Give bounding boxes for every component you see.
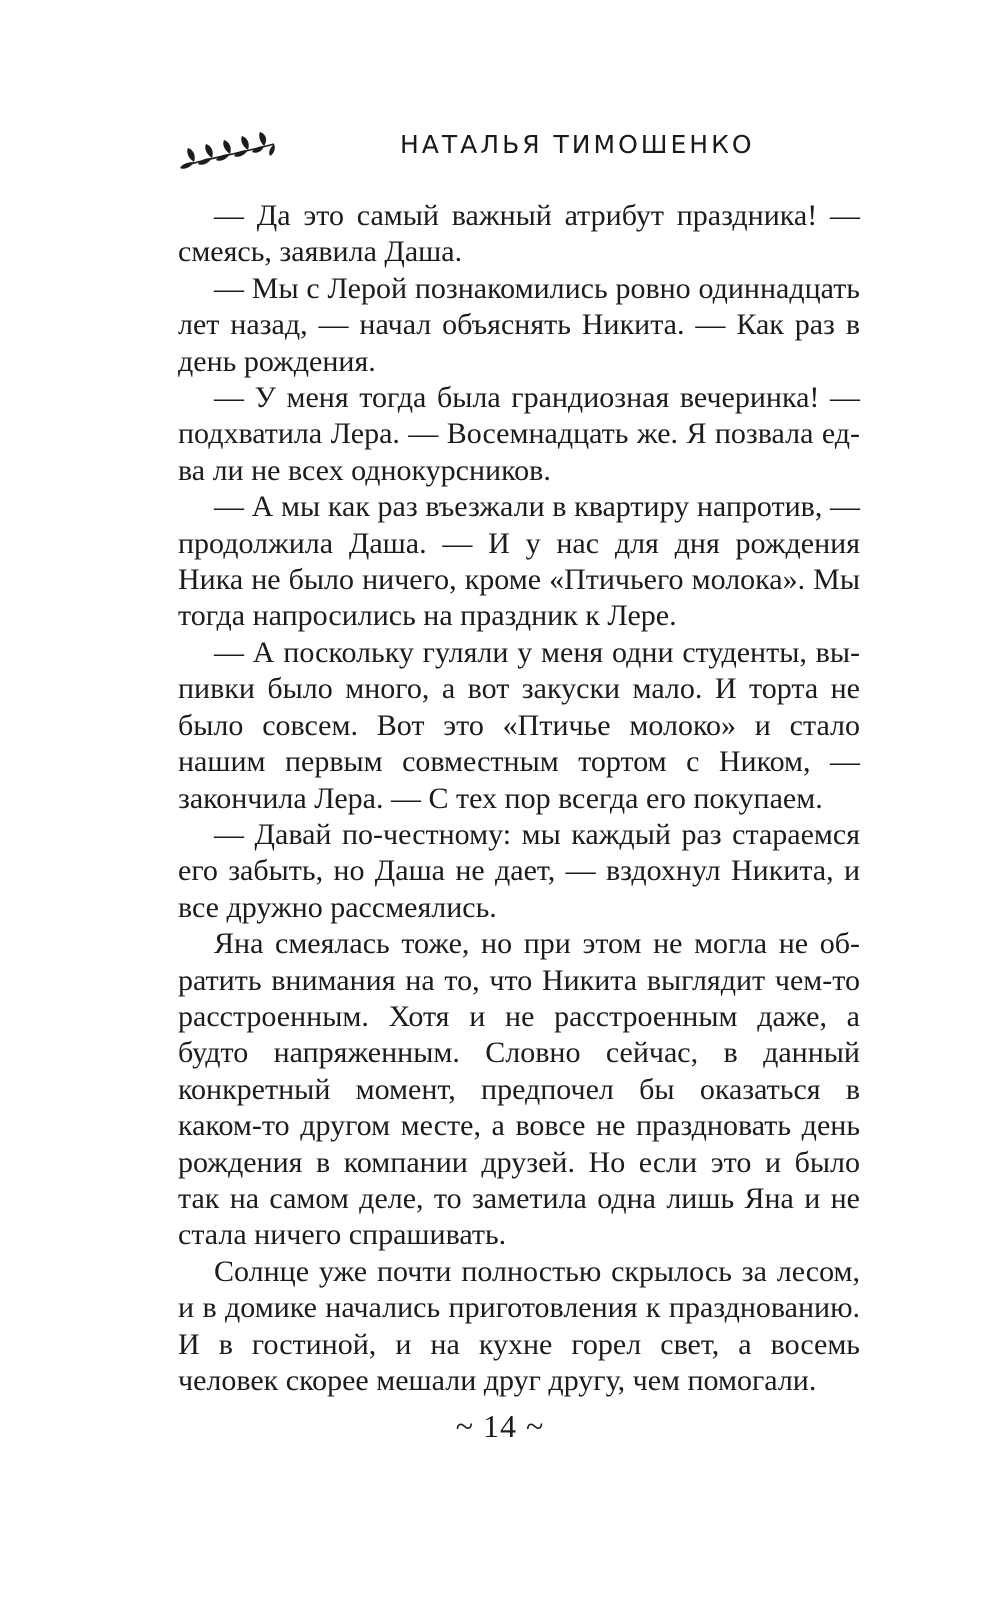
paragraph: — А поскольку гуляли у меня одни студенты, выпивки было много, а вот закуски мало. И торта не было совсем. Вот это «Птичье молоко» и стало нашим первым совместным тортом с Ником, — закончила Лера. — С тех пор всегда его покупаем. <box>178 635 860 815</box>
paragraph: Яна смеялась тоже, но при этом не могла не обратить внимания на то, что Никита выглядит чем-то расстроенным. Хотя и не расстроенным даже, а будто напряженным. Словно сейчас, в данный конкретный момент, предпочел бы оказаться в каком-то другом месте, а вовсе не праздновать день рождения в компании друзей. Но если это и было так на самом деле, то заметила одна лишь Яна и не стала ничего спрашивать. <box>178 927 860 1252</box>
paragraph: — Мы с Лерой познакомились ровно одиннадцать лет назад, — начал объяснять Никита. — Как раз в день рождения. <box>178 271 860 378</box>
paragraph: — Давай по-честному: мы каждый раз стараемся его забыть, но Даша не дает, — вздохнул Никита, и все дружно рассмеялись. <box>178 817 860 924</box>
author-name: НАТАЛЬЯ ТИМОШЕНКО <box>400 130 755 159</box>
paragraph: — У меня тогда была грандиозная вечеринка! — подхватила Лера. — Восемнадцать же. Я позвала едва ли не всех однокурсников. <box>178 381 860 487</box>
body-text <box>178 198 860 1399</box>
leaf-branch-icon <box>178 128 278 174</box>
running-header <box>178 128 828 176</box>
paragraph: — А мы как раз въезжали в квартиру напротив, — продолжила Даша. — И у нас для дня рождения Ника не было ничего, кроме «Птичьего молока». Мы тогда напросились на праздник к Лере. <box>178 490 860 633</box>
page-number: ~ 14 ~ <box>455 1408 545 1444</box>
paragraph: — Да это самый важный атрибут праздника! — смеясь, заявила Даша. <box>178 199 860 269</box>
paragraph: Солнце уже почти полностью скрылось за лесом, и в домике начались приготовления к празднованию. И в гостиной, и на кухне горел свет, а восемь человек скорее мешали друг другу, чем помогали. <box>178 1254 860 1397</box>
